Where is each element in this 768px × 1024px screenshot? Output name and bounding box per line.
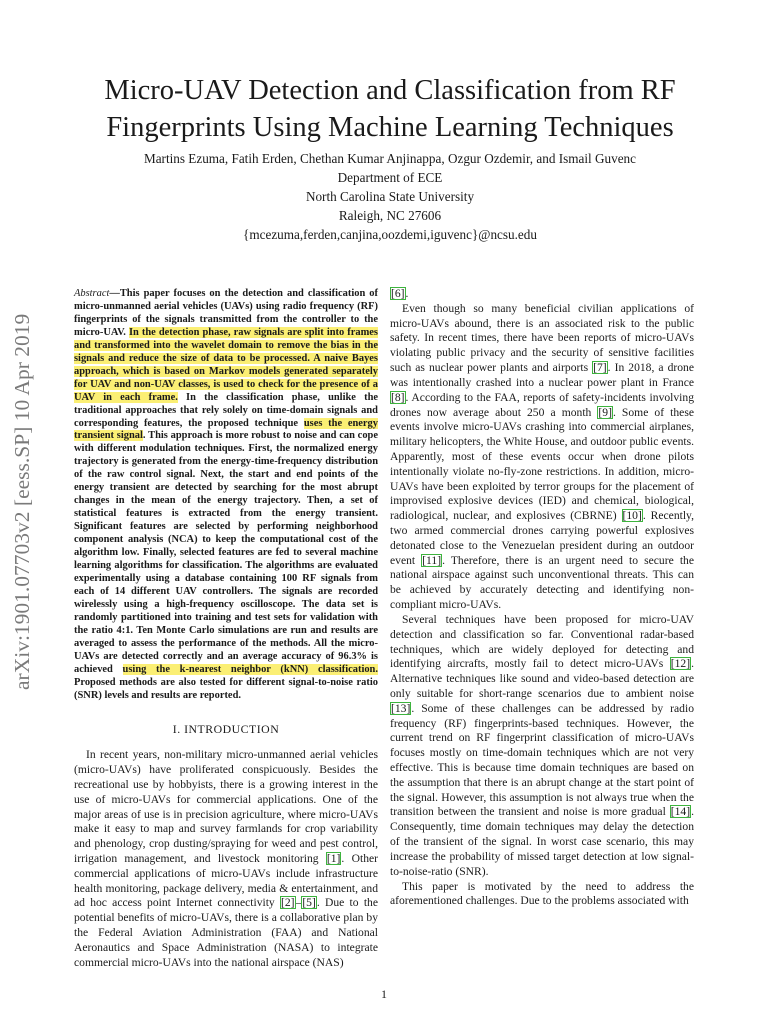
paragraph-text: . xyxy=(405,287,409,300)
affiliation-location: Raleigh, NC 27606 xyxy=(338,208,442,223)
abstract-lead: Abstract xyxy=(74,288,110,299)
citation-link[interactable]: [12] xyxy=(670,657,691,671)
author-names: Martins Ezuma, Fatih Erden, Chethan Kumar Anjinappa, Ozgur Ozdemir, and Ismail Guvenc xyxy=(143,151,637,166)
left-column xyxy=(74,288,378,971)
paragraph-text: . Alternative techniques like sound and video-based detection are only suitable for short-range scenarios due to ambient noise xyxy=(390,657,694,700)
citation-link[interactable]: [10] xyxy=(622,509,642,523)
citation-link[interactable]: [14] xyxy=(670,805,691,819)
paragraph-text: – xyxy=(295,896,302,910)
abstract-text: Proposed methods are also tested for different signal-to-noise ratio (SNR) levels and results are reported. xyxy=(74,676,378,701)
intro-paragraph-4 xyxy=(390,880,694,910)
paragraph-text: . Other commercial applications of micro-UAVs include infrastructure health monitoring, package delivery, media & entertainment, and ad hoc access point Internet connectivity xyxy=(74,852,378,910)
page-number: 1 xyxy=(381,987,387,1001)
affiliation-department: Department of ECE xyxy=(337,170,443,185)
intro-paragraph-1-continued xyxy=(390,287,694,302)
paragraph-text: . Therefore, there is an urgent need to secure the national airspace against such unconventional threats. This can be achieved by accurately detecting and identifying non-compliant micro-UAVs. xyxy=(390,553,694,612)
citation-link[interactable]: [5] xyxy=(302,896,316,910)
citation-link[interactable]: [11] xyxy=(422,553,442,567)
paragraph-text: . Some of these events involve micro-UAVs crashing into commercial airplanes, military helicopters, the White House, and outdoor public events. Apparently, most of these events occur when drone pilots intentionally violate no-fly-zone restrictions. In addition, micro-UAVs have been exploited by terror groups for the placement of improvised explosive devices (IED) and chemical, biological, radiological, nuclear, and explosives (CBRNE) xyxy=(390,405,694,523)
author-emails: {mcezuma,ferden,canjina,oozdemi,iguvenc}@ncsu.edu xyxy=(243,227,537,242)
citation-link[interactable]: [8] xyxy=(391,390,405,404)
right-column xyxy=(390,287,694,909)
abstract-text: . This approach is more robust to noise and can cope with different modulation techniques. First, the normalized energy trajectory is generated from the energy-time-frequency distribution of the raw control signal. Next, the start and end points of the energy transient are detected by searching for the most abrupt changes in the mean of the energy trajectory. Then, a set of statistical features is extracted from the energy transient. Significant features are selected by performing neighborhood component analysis (NCA) to keep the computational cost of the algorithm low. Finally, selected features are fed to several machine learning algorithms for classification. The algorithms are evaluated experimentally using a database containing 100 RF signals from each of 14 different UAV controllers. The signals are recorded wirelessly using a high-frequency oscilloscope. The data set is randomly partitioned into training and test sets for validation with the ratio 4:1. Ten Monte Carlo simulations are run and results are averaged to assess the performance of the methods. All the micro-UAVs are detected correctly and an average accuracy of 96.3% is achieved xyxy=(74,430,378,675)
paragraph-text: Several techniques have been proposed for micro-UAV detection and classification so far. Conventional radar-based techniques, which are widely deployed for detecting and identifying aircrafts, mostly fail to detect micro-UAVs xyxy=(390,612,694,671)
citation-link[interactable]: [6] xyxy=(391,287,405,300)
paragraph-text: This paper is motivated by the need to address the aforementioned challenges. Due to the problems associated with xyxy=(390,879,694,908)
intro-paragraph-2 xyxy=(390,302,694,613)
highlight-knn[interactable]: using the k-nearest neighbor (kNN) classification. xyxy=(122,663,378,675)
intro-paragraph-3 xyxy=(390,613,694,880)
highlight-energy-transient[interactable]: uses the energy transient signal xyxy=(74,417,378,442)
citation-link[interactable]: [2] xyxy=(280,896,295,910)
paragraph-text: . Consequently, time domain techniques may delay the detection of the transient of the signal. In worst case scenario, this may increase the probability of missed target detection at low signal-to-noise-ratio (SNR). xyxy=(390,805,694,878)
abstract-text: —This paper focuses on the detection and classification of micro-unmanned aerial vehicles (UAVs) using radio frequency (RF) fingerprints of the signals transmitted from the controller to the micro-UAV. xyxy=(74,288,378,338)
citation-link[interactable]: [13] xyxy=(391,701,411,715)
highlight-detection-phase[interactable]: In the detection phase, raw signals are split into frames and transformed into the wavelet domain to remove the bias in the signals and reduce the size of data to be processed. A naive Bayes approach, which is based on Markov models generated separately for UAV and non-UAV classes, is used to check for the presence of a UAV in each frame. xyxy=(74,326,378,403)
paragraph-text: In recent years, non-military micro-unmanned aerial vehicles (micro-UAVs) have proliferated conspicuously. Besides the recreational use by hobbyists, there is a growing interest in the use of micro-UAVs for commercial applications. One of the major areas of use is in precision agriculture, where micro-UAVs make it easy to map and survey farmlands for crop variability and phenology, crop dusting/spraying for weed and pest control, irrigation management, and livestock monitoring xyxy=(74,748,378,865)
affiliation-university: North Carolina State University xyxy=(305,189,475,204)
abstract xyxy=(74,288,378,703)
paper-title: Micro-UAV Detection and Classification from RF Fingerprints Using Machine Learning Techniques xyxy=(104,75,676,143)
author-block xyxy=(60,149,720,244)
paragraph-text: . In 2018, a drone was intentionally crashed into a nuclear power plant in France xyxy=(390,361,694,389)
abstract-text: In the classification phase, unlike the traditional approaches that rely solely on time-domain signals and corresponding features, the proposed technique xyxy=(74,391,379,429)
paragraph-text: . Recently, two armed commercial drones carrying powerful explosives detonated close to the Venezuelan president during an outdoor event xyxy=(390,509,695,567)
paragraph-text: . Some of these challenges can be addressed by radio frequency (RF) fingerprints-based techniques. However, the current trend on RF fingerprint classification of micro-UAVs focuses mostly on time-domain techniques which are not very effective. This is because time domain techniques are based on the assumption that there is an abrupt change at the start point of the signal. However, this assumption is not always true when the transition between the transient and noise is more gradual xyxy=(390,701,694,819)
paragraph-text: . Due to the potential benefits of micro-UAVs, there is a collaborative plan by the Federal Aviation Administration (FAA) and National Aeronautics and Space Administration (NASA) to integrate commercial micro-UAVs into the national airspace (NAS) xyxy=(74,896,378,969)
paragraph-text: . According to the FAA, reports of safety-incidents involving drones now average about 250 a month xyxy=(390,390,694,419)
intro-paragraph-1 xyxy=(74,748,378,970)
citation-link[interactable]: [1] xyxy=(326,852,341,865)
paragraph-text: Even though so many beneficial civilian applications of micro-UAVs abound, there is an associated risk to the public safety. In recent times, there have been reports of micro-UAVs violating public privacy and the security of sensitive facilities such as nuclear power plants and airports xyxy=(390,301,694,375)
citation-link[interactable]: [7] xyxy=(593,361,607,375)
citation-link[interactable]: [9] xyxy=(598,405,612,419)
arxiv-identifier: arXiv:1901.07703v2 [eess.SP] 10 Apr 2019 xyxy=(10,313,34,690)
section-heading-introduction: I. INTRODUCTION xyxy=(172,721,280,736)
